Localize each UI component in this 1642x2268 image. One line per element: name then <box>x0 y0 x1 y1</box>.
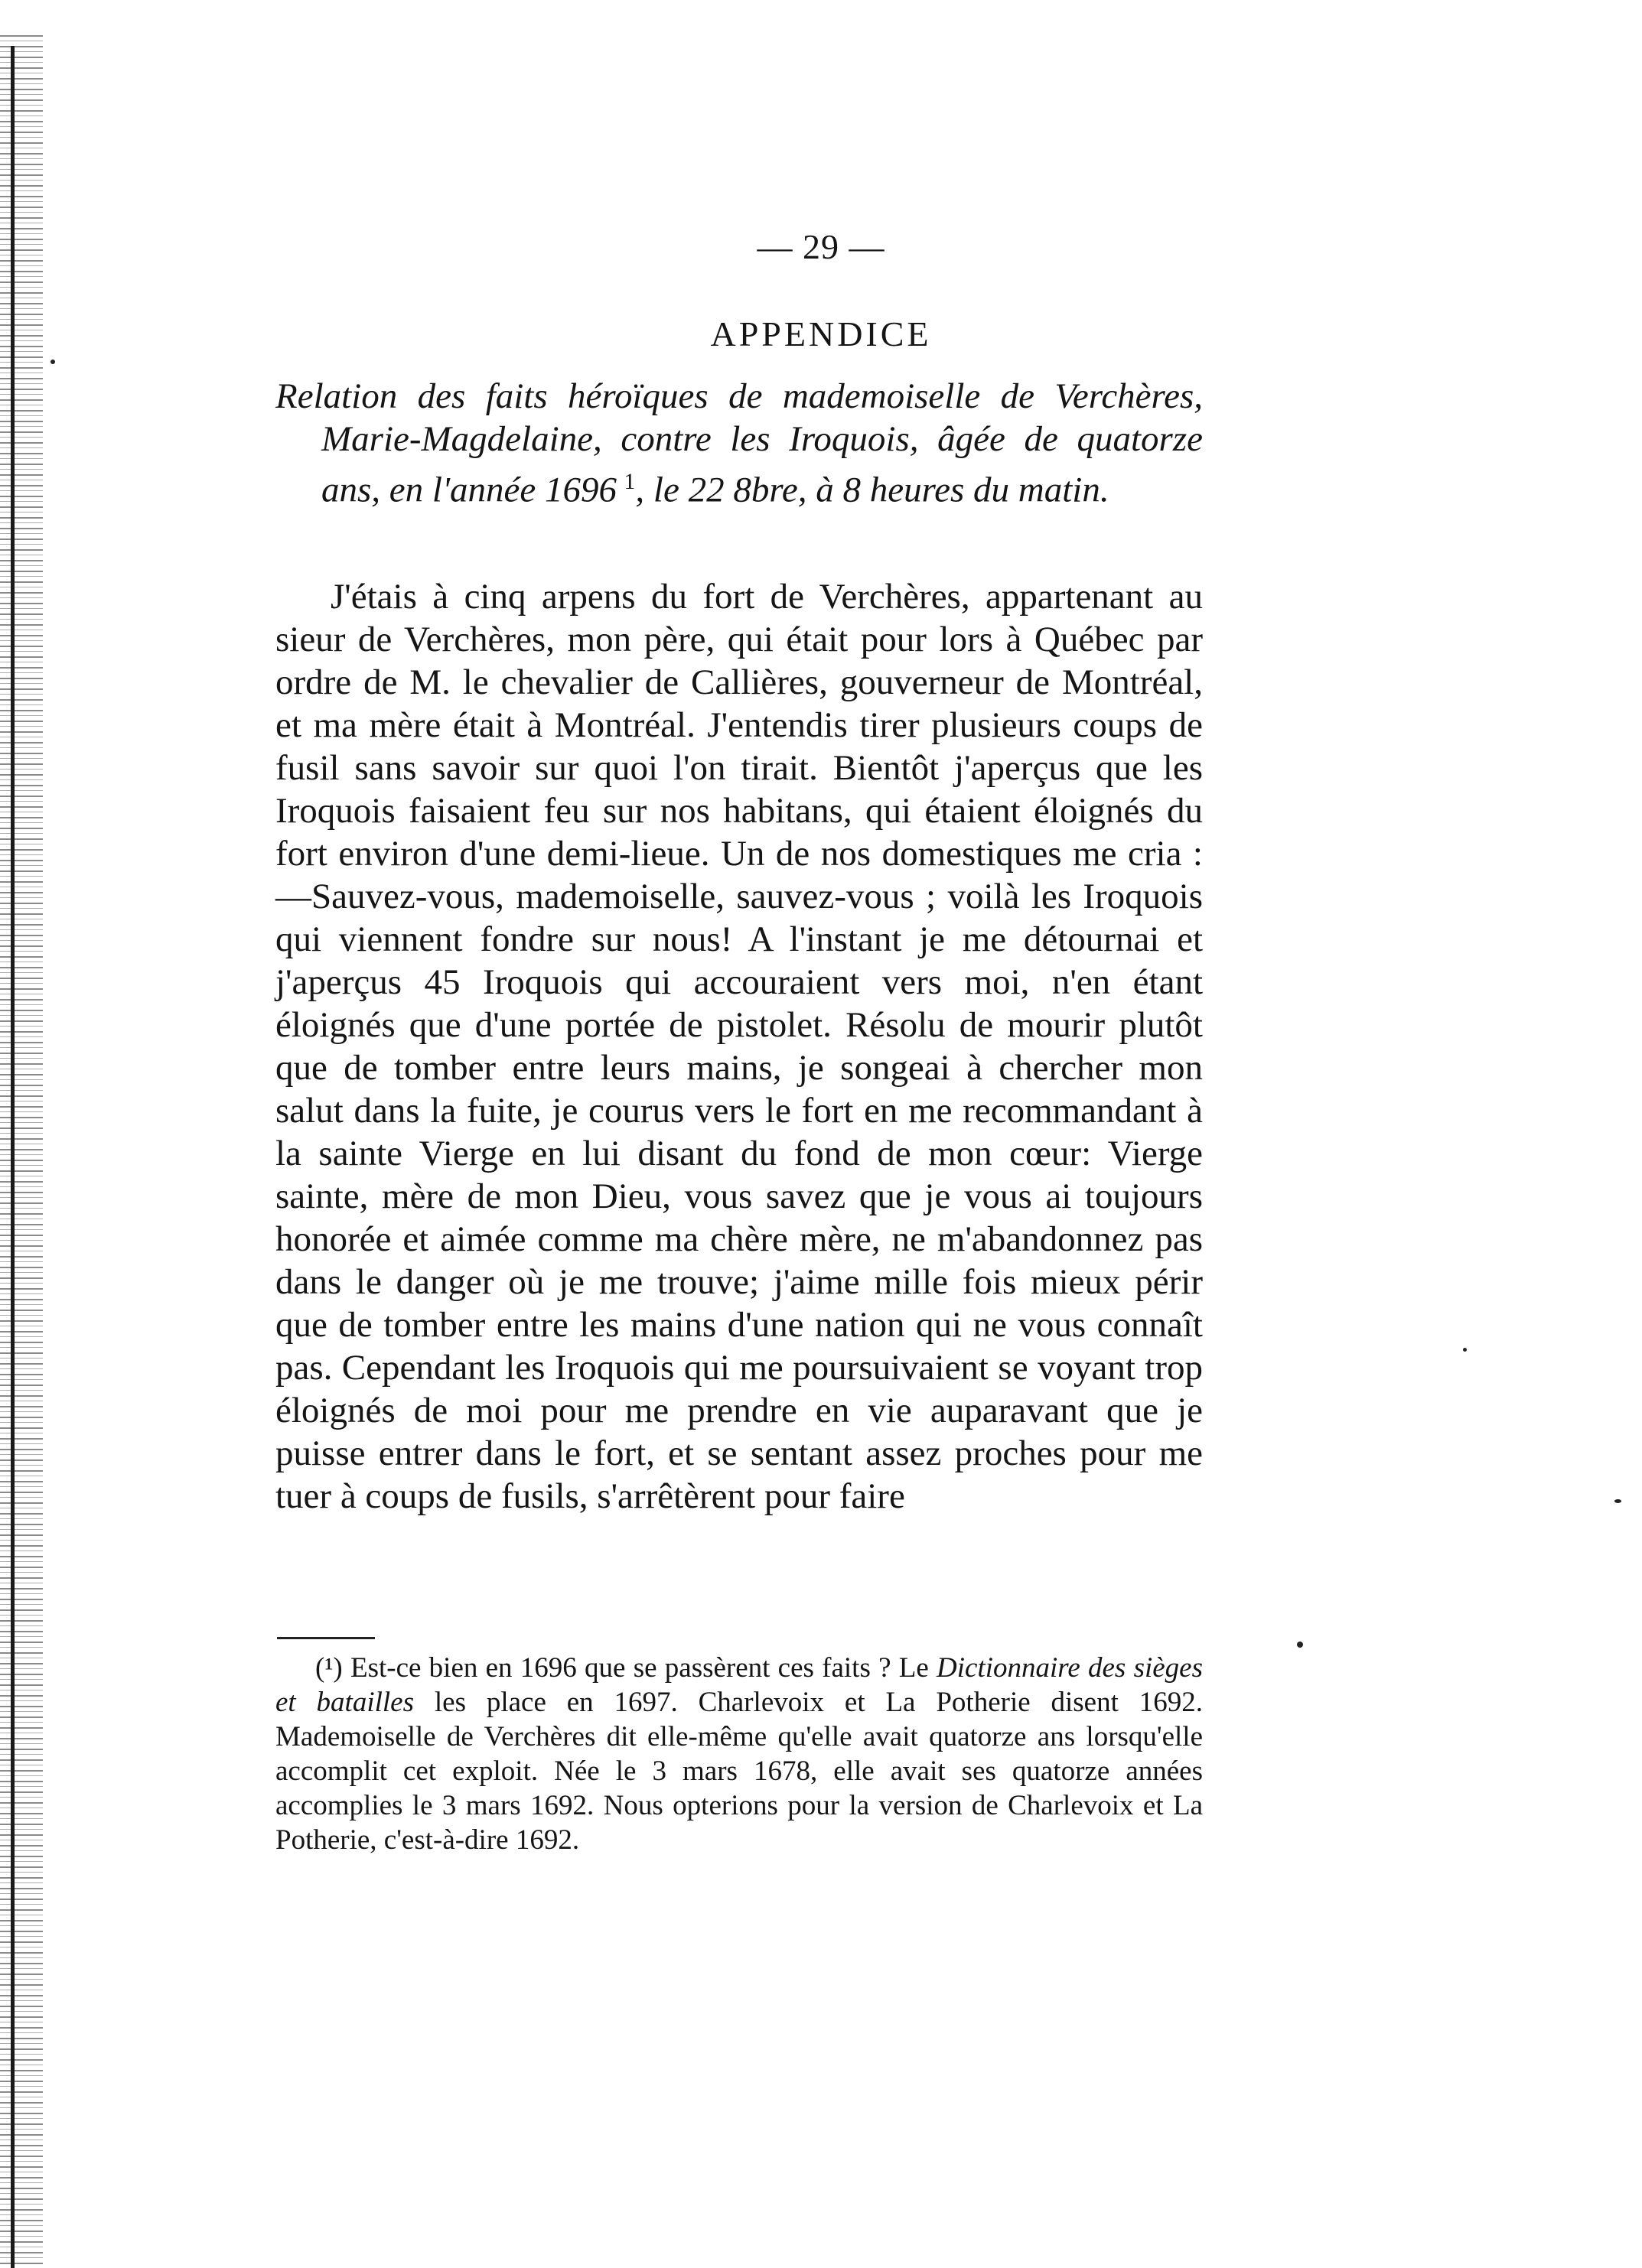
footnote-text-end: les place en 1697. Charlevoix et La Potherie disent 1692. Mademoiselle de Verchères dit elle-même qu'elle avait quatorze ans lorsqu'elle accomplit cet exploit. Née le 3 mars 1678, elle avait ses quatorze années accomplies le 3 mars 1692. Nous opterions pour la version de Charlevoix et La Potherie, c'est-à-dire 1692. <box>275 1687 1203 1856</box>
footnote-marker: (¹) <box>315 1652 343 1684</box>
scan-speck <box>1463 1348 1467 1352</box>
intro-text: Relation des faits héroïques de mademoiselle de Verchères, Marie-Magdelaine, contre les Iroquois, âgée de quatorze ans, en l'année 1696 <box>275 376 1203 510</box>
binding-edge <box>0 31 43 2268</box>
scan-speck <box>1297 1642 1303 1648</box>
intro-caption <box>275 375 1203 512</box>
footnote-text: Est-ce bien en 1696 que se passèrent ces faits ? Le <box>342 1652 937 1684</box>
footnote-rule <box>277 1637 375 1639</box>
section-heading: APPENDICE <box>710 314 932 353</box>
scan-speck <box>1614 1499 1621 1503</box>
binding-line <box>11 46 15 2268</box>
footnote-cited-title: Dictionnaire des sièges et batailles <box>275 1652 1203 1718</box>
body-paragraph: J'étais à cinq arpens du fort de Verchères, appartenant au sieur de Verchères, mon père, qui était pour lors à Québec par ordre de M. le chevalier de Callières, gouverneur de Montréal, et ma mère était à Montréal. J'entendis tirer plusieurs coups de fusil sans savoir sur quoi l'on tirait. Bientôt j'aperçus que les Iroquois faisaient feu sur nos habitans, qui étaient éloignés du fort environ d'une demi-lieue. Un de nos domestiques me cria :—Sauvez-vous, mademoiselle, sauvez-vous ; voilà les Iroquois qui viennent fondre sur nous! A l'instant je me détournai et j'aperçus 45 Iroquois qui accouraient vers moi, n'en étant éloignés que d'une portée de pistolet. Résolu de mourir plutôt que de tomber entre leurs mains, je songeai à chercher mon salut dans la fuite, je courus vers le fort en me recommandant à la sainte Vierge en lui disant du fond de mon cœur: Vierge sainte, mère de mon Dieu, vous savez que je vous ai toujours honorée et aimée comme ma chère mère, ne m'abandonnez pas dans le danger où je me trouve; j'aime mille fois mieux périr que de tomber entre les mains d'une nation qui ne vous connaît pas. Cependant les Iroquois qui me poursuivaient se voyant trop éloignés de moi pour me prendre en vie auparavant que je puisse entrer dans le fort, et se sentant assez proches pour me tuer à coups de fusils, s'arrêtèrent pour faire <box>275 577 1203 1516</box>
scan-speck <box>50 360 55 364</box>
footnote-reference: 1 <box>624 469 636 494</box>
footnote <box>275 1651 1203 1857</box>
intro-text-end: , le 22 8bre, à 8 heures du matin. <box>635 470 1109 510</box>
page-number: — 29 — <box>757 227 885 266</box>
